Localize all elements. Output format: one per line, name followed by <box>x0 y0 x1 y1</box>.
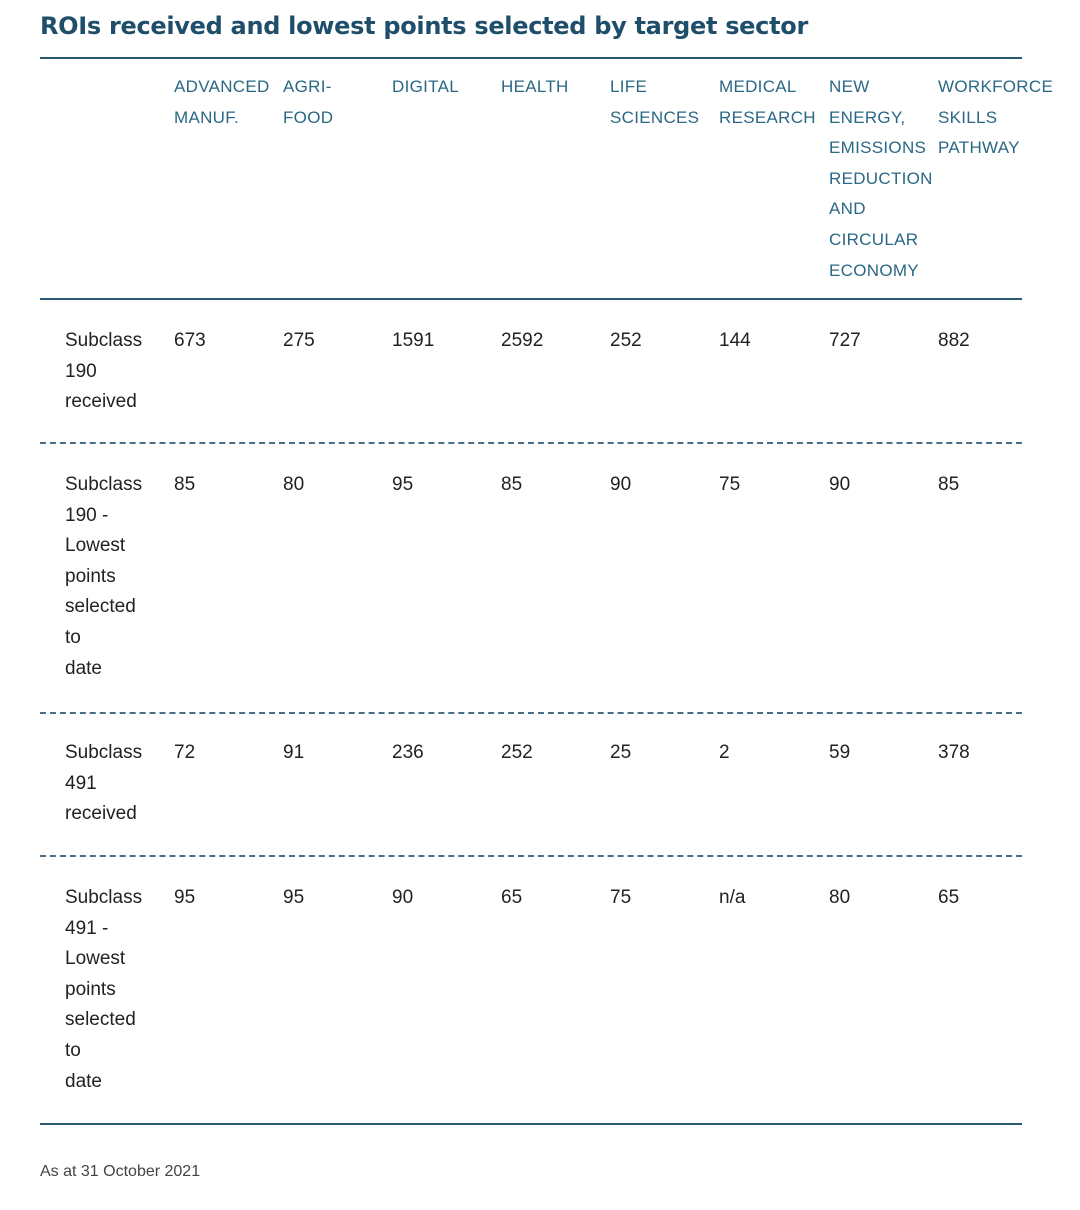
row-label: Subclass 491 received <box>65 742 143 825</box>
row-divider <box>40 712 1022 714</box>
table-cell: 727 <box>829 330 861 351</box>
table-cell: 65 <box>938 887 960 908</box>
table-cell: 85 <box>938 474 960 495</box>
table-cell: 252 <box>610 330 642 351</box>
table-top-rule <box>40 57 1022 59</box>
row-label: Subclass 190 - Lowest points selected to date <box>65 474 143 679</box>
table-cell: 72 <box>174 742 196 763</box>
table-bottom-rule <box>40 1123 1022 1125</box>
column-header-digital: DIGITAL <box>392 77 459 96</box>
table-cell: 95 <box>174 887 196 908</box>
column-header-life-sciences: LIFE SCIENCES <box>610 77 700 127</box>
table-cell: 882 <box>938 330 970 351</box>
table-cell: 144 <box>719 330 751 351</box>
footnote: As at 31 October 2021 <box>40 1163 201 1180</box>
row-label: Subclass 190 received <box>65 330 143 413</box>
column-header-medical-research: MEDICAL RESEARCH <box>719 77 816 127</box>
table-cell: 90 <box>610 474 632 495</box>
table-cell: 275 <box>283 330 315 351</box>
table-cell: 85 <box>174 474 196 495</box>
table-cell: 85 <box>501 474 523 495</box>
table-cell: 90 <box>829 474 851 495</box>
table-cell: 80 <box>829 887 851 908</box>
table-cell: 95 <box>283 887 305 908</box>
table-cell: 59 <box>829 742 851 763</box>
table-cell: 75 <box>610 887 632 908</box>
row-divider <box>40 855 1022 857</box>
column-header-health: HEALTH <box>501 77 569 96</box>
column-header-new-energy: NEW ENERGY, EMISSIONS REDUCTION AND CIRCULAR ECONOMY <box>829 77 933 280</box>
table-cell: 90 <box>392 887 414 908</box>
table-cell: 378 <box>938 742 970 763</box>
table-cell: 91 <box>283 742 305 763</box>
row-divider <box>40 442 1022 444</box>
column-header-agri-food: AGRI- FOOD <box>283 77 334 127</box>
table-title: ROIs received and lowest points selected by target sector <box>40 12 808 40</box>
table-cell: 80 <box>283 474 305 495</box>
column-header-workforce-skills: WORKFORCE SKILLS PATHWAY <box>938 77 1054 158</box>
table-cell: 25 <box>610 742 632 763</box>
table-cell: 1591 <box>392 330 435 351</box>
table-cell: 673 <box>174 330 206 351</box>
row-label: Subclass 491 - Lowest points selected to date <box>65 887 143 1092</box>
table-cell: 75 <box>719 474 741 495</box>
table-cell: n/a <box>719 887 746 908</box>
table-cell: 95 <box>392 474 414 495</box>
table-cell: 2 <box>719 742 730 763</box>
table-cell: 236 <box>392 742 424 763</box>
table-cell: 252 <box>501 742 533 763</box>
table-cell: 65 <box>501 887 523 908</box>
column-header-advanced-manuf: ADVANCED MANUF. <box>174 77 270 127</box>
table-header-rule <box>40 298 1022 300</box>
table-cell: 2592 <box>501 330 544 351</box>
